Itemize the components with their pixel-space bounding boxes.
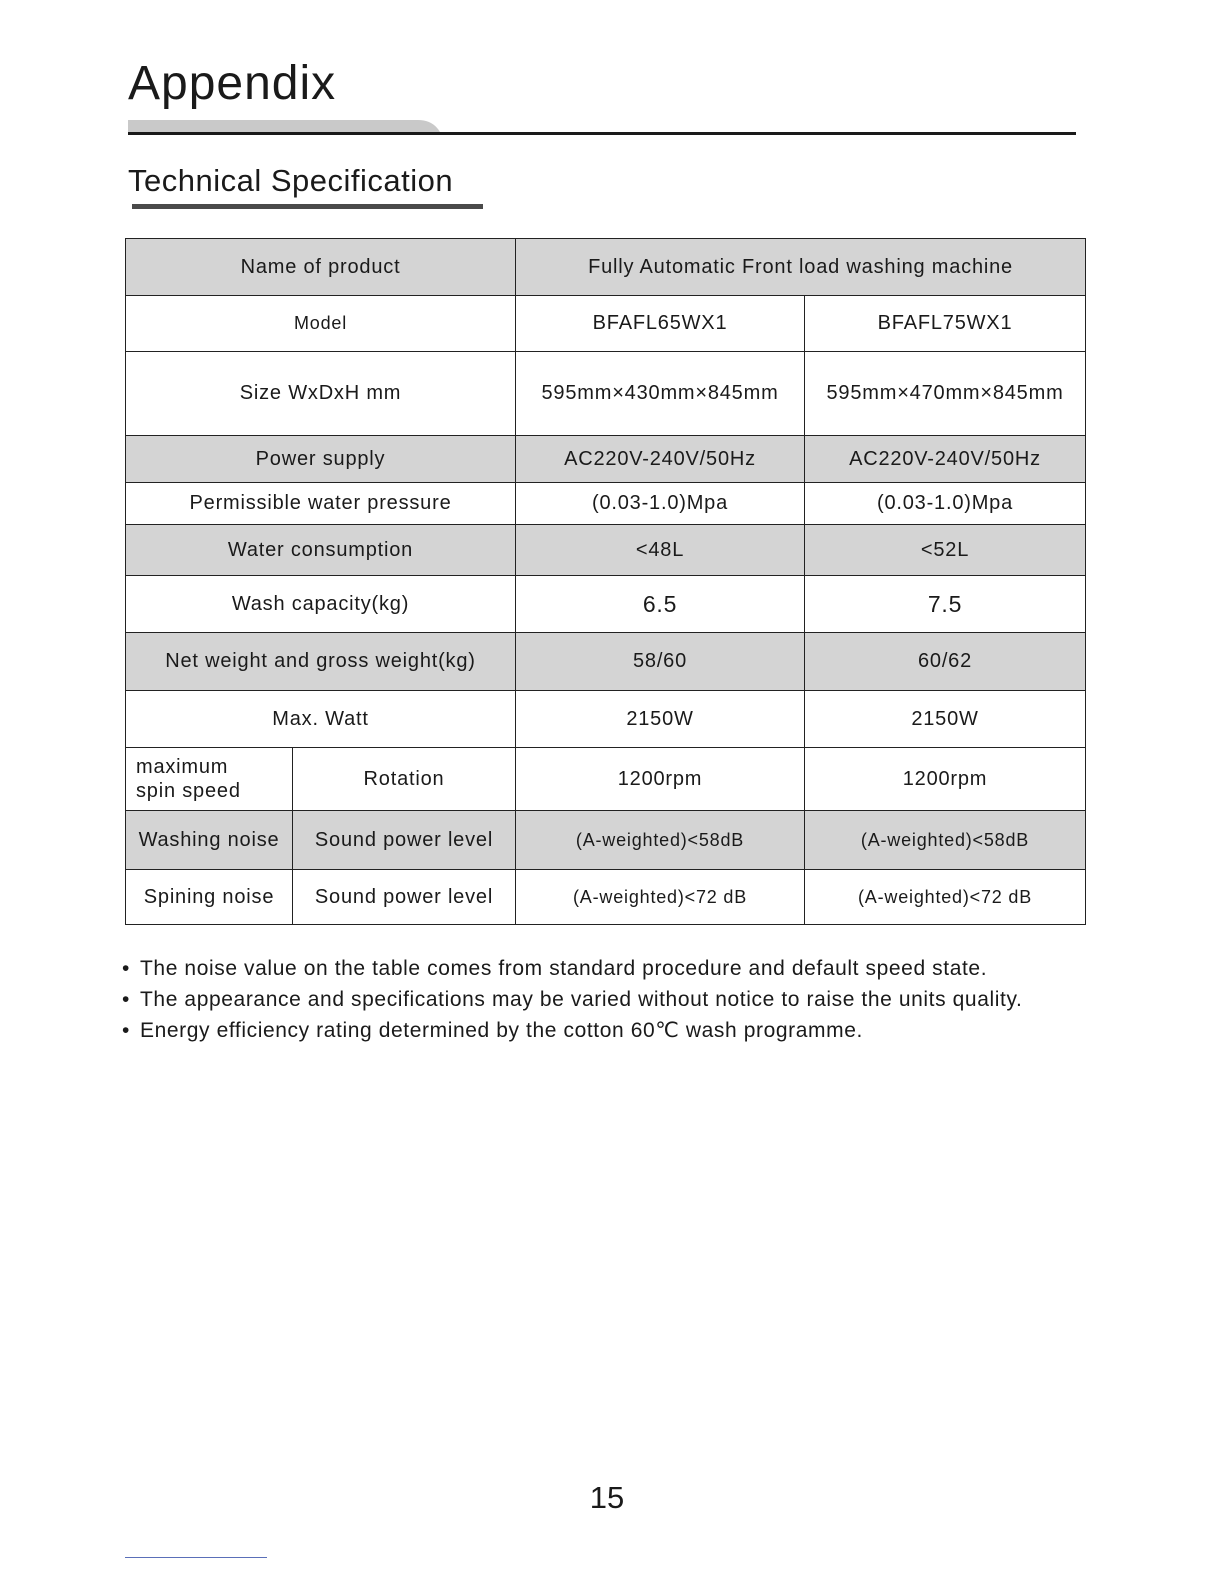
capacity-value-2: 7.5 [805, 576, 1086, 633]
washing-noise-value-2: (A-weighted)<58dB [805, 811, 1086, 870]
table-row [126, 748, 1086, 811]
table-row [126, 352, 1086, 436]
spin-value-1: 1200rpm [516, 748, 805, 811]
product-name-value: Fully Automatic Front load washing machine [516, 239, 1086, 296]
size-value-1: 595mm×430mm×845mm [516, 352, 805, 436]
capacity-label: Wash capacity(kg) [126, 576, 516, 633]
water-value-2: <52L [805, 525, 1086, 576]
capacity-value-1: 6.5 [516, 576, 805, 633]
notes-list [122, 953, 1022, 1046]
product-name-label: Name of product [126, 239, 516, 296]
water-label: Water consumption [126, 525, 516, 576]
page-number: 15 [589, 1480, 625, 1515]
table-row [126, 870, 1086, 925]
spining-noise-value-2: (A-weighted)<72 dB [805, 870, 1086, 925]
model-label: Model [126, 296, 516, 352]
table-row [126, 691, 1086, 748]
model-value-1: BFAFL65WX1 [516, 296, 805, 352]
water-value-1: <48L [516, 525, 805, 576]
page-heading: Appendix [128, 57, 337, 110]
weight-label: Net weight and gross weight(kg) [126, 633, 516, 691]
pressure-label: Permissible water pressure [126, 483, 516, 525]
spin-value-2: 1200rpm [805, 748, 1086, 811]
table-row [126, 296, 1086, 352]
note-text: Energy efficiency rating determined by the cotton 60℃ wash programme. [140, 1019, 863, 1042]
watt-label: Max. Watt [126, 691, 516, 748]
washing-noise-label: Washing noise [126, 811, 293, 870]
power-label: Power supply [126, 436, 516, 483]
watt-value-1: 2150W [516, 691, 805, 748]
note-item [122, 984, 1022, 1015]
section-title-underline [132, 204, 483, 209]
table-row [126, 633, 1086, 691]
rotation-label: Rotation [293, 748, 516, 811]
size-value-2: 595mm×470mm×845mm [805, 352, 1086, 436]
note-text: The appearance and specifications may be varied without notice to raise the units quality. [140, 988, 1023, 1011]
table-row [126, 525, 1086, 576]
spin-speed-label [126, 748, 293, 811]
table-row [126, 436, 1086, 483]
washing-noise-value-1: (A-weighted)<58dB [516, 811, 805, 870]
table-row [126, 239, 1086, 296]
note-text: The noise value on the table comes from standard procedure and default speed state. [140, 957, 988, 980]
weight-value-1: 58/60 [516, 633, 805, 691]
bullet-icon: • [122, 988, 130, 1011]
footer-line [125, 1557, 267, 1558]
spining-noise-value-1: (A-weighted)<72 dB [516, 870, 805, 925]
note-item [122, 953, 1022, 984]
section-title: Technical Specification [128, 163, 454, 198]
size-label: Size WxDxH mm [126, 352, 516, 436]
power-value-2: AC220V-240V/50Hz [805, 436, 1086, 483]
bullet-icon: • [122, 957, 130, 980]
watt-value-2: 2150W [805, 691, 1086, 748]
heading-rule-graphic [128, 118, 1076, 138]
bullet-icon: • [122, 1019, 130, 1042]
table-row [126, 811, 1086, 870]
washing-noise-sublabel: Sound power level [293, 811, 516, 870]
table-row [126, 483, 1086, 525]
pressure-value-2: (0.03-1.0)Mpa [805, 483, 1086, 525]
spining-noise-sublabel: Sound power level [293, 870, 516, 925]
heading-rule-line [128, 132, 1076, 135]
note-item [122, 1015, 1022, 1046]
heading-rule-gray-tab [128, 120, 440, 132]
spin-speed-label-line-1: maximum [136, 756, 229, 778]
power-value-1: AC220V-240V/50Hz [516, 436, 805, 483]
spin-speed-label-line-2: spin speed [136, 780, 241, 802]
table-row [126, 576, 1086, 633]
spining-noise-label: Spining noise [126, 870, 293, 925]
spec-table [125, 238, 1086, 925]
model-value-2: BFAFL75WX1 [805, 296, 1086, 352]
heading-rule [128, 118, 1076, 138]
pressure-value-1: (0.03-1.0)Mpa [516, 483, 805, 525]
weight-value-2: 60/62 [805, 633, 1086, 691]
